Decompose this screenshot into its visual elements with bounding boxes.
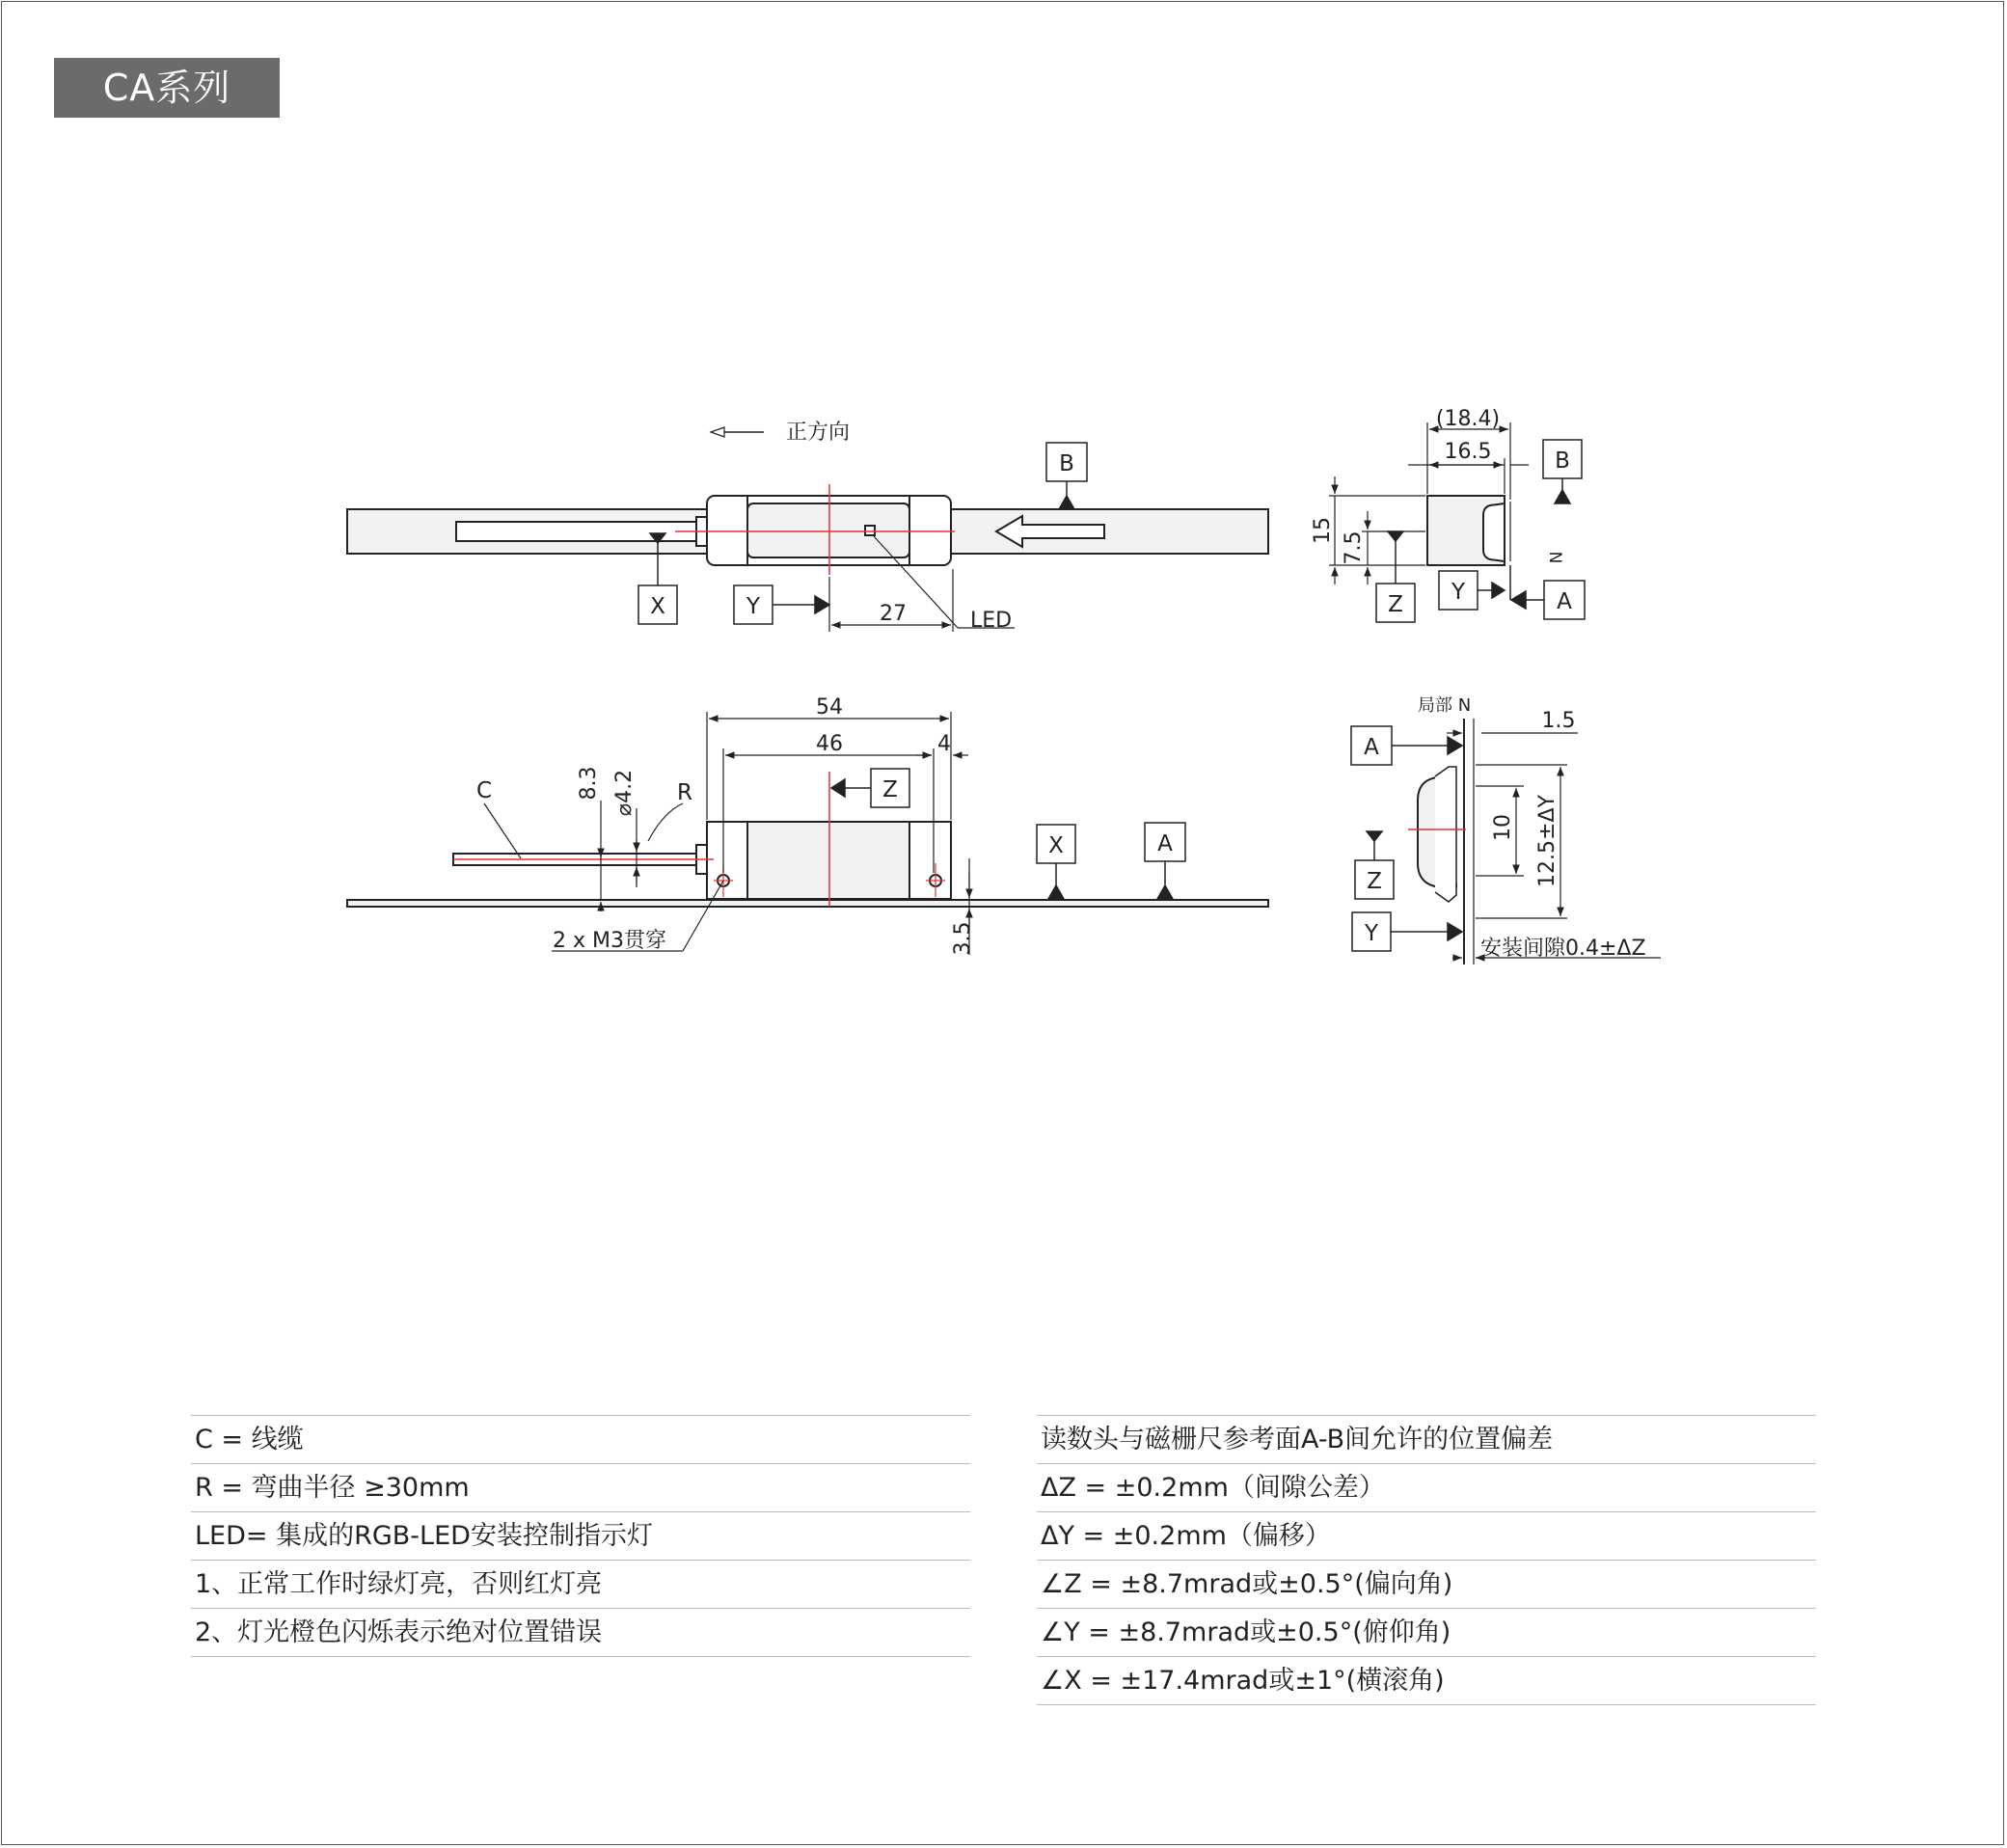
datum-A-detail-label: A	[1364, 735, 1379, 760]
note-row: LED= 集成的RGB-LED安装控制指示灯	[191, 1511, 970, 1560]
holes-label: 2 x M3贯穿	[553, 929, 666, 953]
dim-phi-4-2-label: ⌀4.2	[612, 769, 637, 817]
datum-B-end-label: B	[1555, 448, 1570, 474]
datum-Z-side-label: Z	[882, 777, 898, 802]
datum-Z-detail-label: Z	[1367, 869, 1382, 894]
datum-A-end-label: A	[1557, 589, 1572, 614]
detail-N	[1418, 719, 1474, 965]
dim-8-3-label: 8.3	[577, 766, 601, 801]
tolerance-row: 读数头与磁栅尺参考面A-B间允许的位置偏差	[1037, 1415, 1816, 1463]
scale-tape-side	[347, 900, 1268, 907]
datum-Y-end	[1439, 571, 1505, 610]
cable-leader	[484, 803, 683, 858]
forward-direction-label: 正方向	[786, 421, 851, 445]
series-title: CA系列	[54, 58, 280, 118]
tolerance-row: ∠Y = ±8.7mrad或±0.5°(俯仰角)	[1037, 1608, 1816, 1656]
tolerance-row: ΔZ = ±0.2mm（间隙公差）	[1037, 1463, 1816, 1511]
tolerance-row: ΔY = ±0.2mm（偏移）	[1037, 1511, 1816, 1560]
dim-3-5-label: 3.5	[951, 921, 975, 956]
dim-4-label: 4	[937, 732, 951, 756]
datum-Y-label: Y	[746, 594, 761, 619]
tolerance-row: ∠Z = ±8.7mrad或±0.5°(偏向角)	[1037, 1560, 1816, 1608]
led-label: LED	[970, 609, 1013, 633]
note-row: C = 线缆	[191, 1415, 970, 1463]
datum-Y-detail-label: Y	[1364, 921, 1379, 946]
dim-18-4-label: (18.4)	[1435, 407, 1501, 431]
datum-X-side-label: X	[1048, 833, 1064, 858]
dim-15	[1329, 476, 1425, 584]
dim-7-5-label: 7.5	[1342, 530, 1366, 565]
datum-Y-end-label: Y	[1451, 580, 1466, 605]
dim-54-label: 54	[816, 695, 843, 720]
bend-radius-label: R	[677, 780, 692, 805]
dim-1-5-label: 1.5	[1541, 709, 1576, 733]
notes-table-right	[1037, 1415, 1816, 1705]
section-N-marker: N	[1545, 551, 1564, 564]
dim-10-label: 10	[1491, 814, 1515, 841]
tolerance-row: ∠X = ±17.4mrad或±1°(横滚角)	[1037, 1656, 1816, 1705]
install-gap-label: 安装间隙0.4±ΔZ	[1480, 937, 1646, 961]
scale-slot	[456, 522, 702, 541]
dim-46-label: 46	[816, 732, 843, 756]
note-row: 2、灯光橙色闪烁表示绝对位置错误	[191, 1608, 970, 1657]
datum-A-end	[1510, 565, 1585, 619]
note-row: 1、正常工作时绿灯亮，否则红灯亮	[191, 1560, 970, 1608]
datum-X-label: X	[650, 594, 665, 619]
cable-label: C	[476, 778, 493, 803]
dim-16-5-label: 16.5	[1444, 440, 1492, 464]
dim-15-label: 15	[1311, 517, 1335, 544]
datum-Z-end-label: Z	[1388, 592, 1403, 617]
note-row: R = 弯曲半径 ≥30mm	[191, 1463, 970, 1511]
end-view	[1427, 496, 1510, 565]
led-window	[865, 526, 875, 535]
dim-27-label: 27	[880, 602, 907, 626]
dim-12-5-label: 12.5±ΔY	[1535, 795, 1559, 887]
side-view	[347, 822, 1268, 907]
notes-table-left	[191, 1415, 970, 1657]
datum-B-label: B	[1059, 451, 1074, 476]
dim-7-5	[1362, 511, 1425, 584]
detail-N-title: 局部 N	[1418, 695, 1472, 716]
forward-direction-indicator	[711, 421, 850, 445]
datum-A-side-label: A	[1157, 831, 1173, 856]
top-view	[347, 496, 1268, 565]
